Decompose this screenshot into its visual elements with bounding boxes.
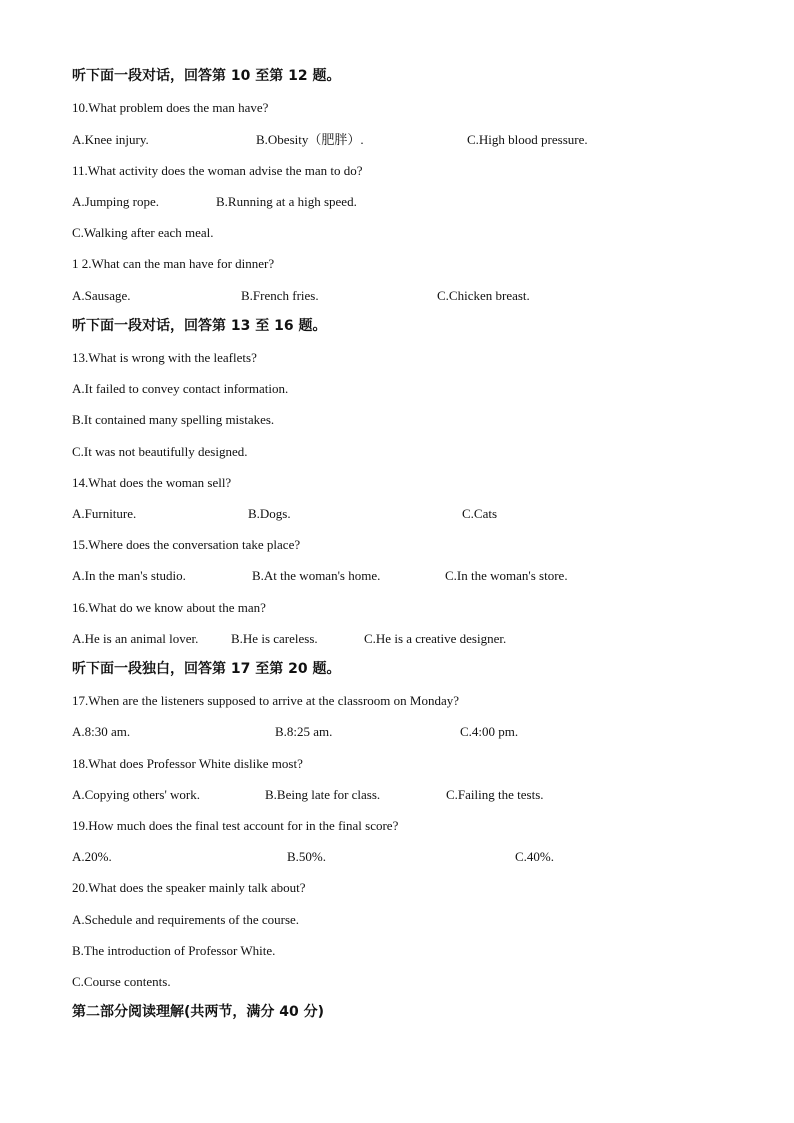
option-12-a: A.Sausage. — [72, 288, 131, 303]
option-13-b: B.It contained many spelling mistakes. — [72, 412, 275, 427]
question-11: 11.What activity does the woman advise the man to do? — [72, 163, 363, 178]
question-13: 13.What is wrong with the leaflets? — [72, 350, 257, 365]
option-15-c: C.In the woman's store. — [445, 568, 568, 583]
option-10-a: A.Knee injury. — [72, 132, 149, 147]
question-14: 14.What does the woman sell? — [72, 475, 232, 490]
question-17: 17.When are the listeners supposed to arrive at the classroom on Monday? — [72, 693, 459, 708]
option-13-a: A.It failed to convey contact information. — [72, 381, 289, 396]
option-17-a: A.8:30 am. — [72, 724, 131, 739]
option-19-b: B.50%. — [287, 849, 326, 864]
option-18-c: C.Failing the tests. — [446, 787, 544, 802]
option-16-b: B.He is careless. — [231, 631, 318, 646]
part-two-heading: 第二部分阅读理解(共两节，满分 40 分) — [72, 1004, 325, 1020]
option-18-a: A.Copying others' work. — [72, 787, 201, 802]
option-11-a: A.Jumping rope. — [72, 194, 160, 209]
option-13-c: C.It was not beautifully designed. — [72, 444, 248, 459]
section-heading: 听下面一段独白，回答第 17 至第 20 题。 — [72, 661, 341, 677]
question-15: 15.Where does the conversation take place? — [72, 537, 301, 552]
question-12: 1 2.What can the man have for dinner? — [72, 256, 275, 271]
question-18: 18.What does Professor White dislike most? — [72, 756, 303, 771]
option-19-a: A.20%. — [72, 849, 112, 864]
option-12-c: C.Chicken breast. — [437, 288, 530, 303]
option-11-b: B.Running at a high speed. — [216, 194, 357, 209]
option-15-b: B.At the woman's home. — [252, 568, 381, 583]
question-16: 16.What do we know about the man? — [72, 600, 266, 615]
section-heading: 听下面一段对话，回答第 10 至第 12 题。 — [72, 68, 341, 84]
option-10-c: C.High blood pressure. — [467, 132, 588, 147]
option-10-b: B.Obesity（肥胖）. — [256, 132, 364, 147]
section-heading: 听下面一段对话，回答第 13 至 16 题。 — [72, 318, 327, 334]
option-16-c: C.He is a creative designer. — [364, 631, 507, 646]
option-19-c: C.40%. — [515, 849, 554, 864]
option-18-b: B.Being late for class. — [265, 787, 381, 802]
option-12-b: B.French fries. — [241, 288, 319, 303]
option-20-a: A.Schedule and requirements of the course. — [72, 912, 300, 927]
question-19: 19.How much does the final test account for in the final score? — [72, 818, 399, 833]
question-20: 20.What does the speaker mainly talk about? — [72, 880, 306, 895]
option-17-b: B.8:25 am. — [275, 724, 333, 739]
option-15-a: A.In the man's studio. — [72, 568, 186, 583]
option-20-b: B.The introduction of Professor White. — [72, 943, 276, 958]
option-11-c: C.Walking after each meal. — [72, 225, 214, 240]
option-14-b: B.Dogs. — [248, 506, 291, 521]
question-10: 10.What problem does the man have? — [72, 100, 269, 115]
option-14-c: C.Cats — [462, 506, 498, 521]
option-14-a: A.Furniture. — [72, 506, 137, 521]
option-16-a: A.He is an animal lover. — [72, 631, 199, 646]
option-17-c: C.4:00 pm. — [460, 724, 519, 739]
option-20-c: C.Course contents. — [72, 974, 171, 989]
